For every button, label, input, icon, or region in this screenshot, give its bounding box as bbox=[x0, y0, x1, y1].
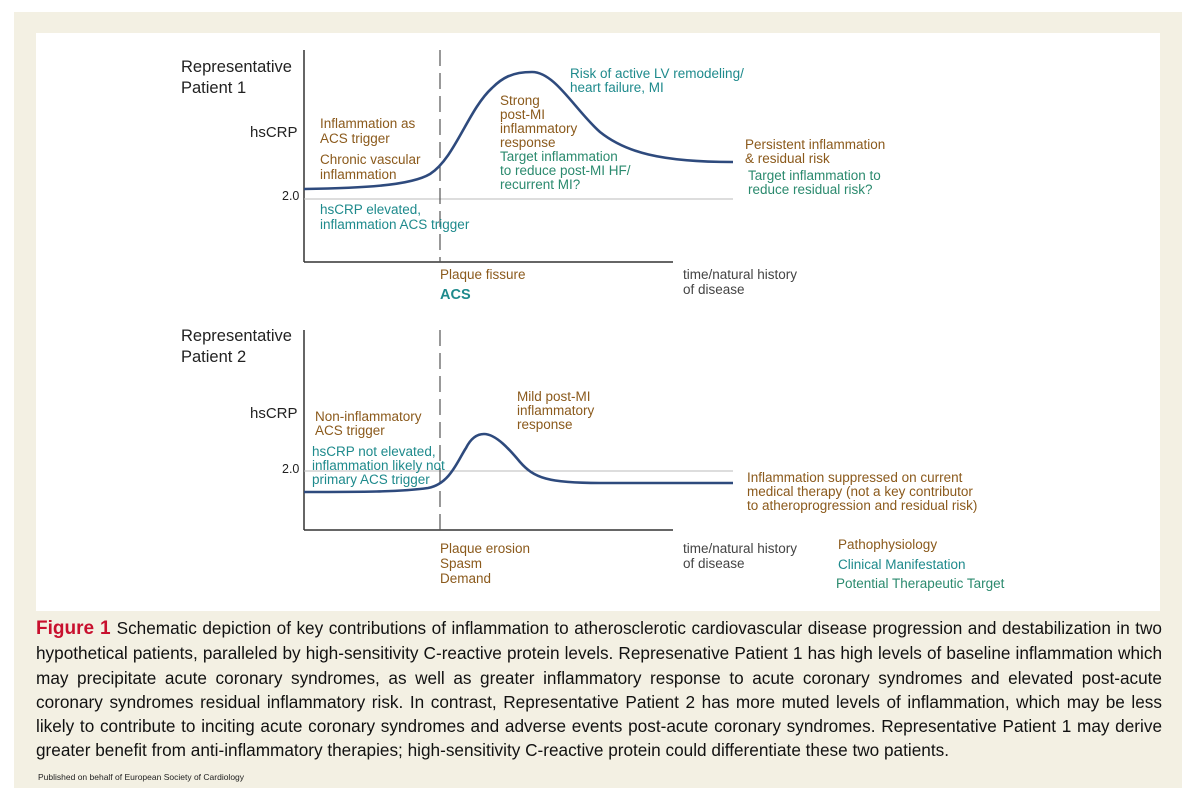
patient1-persistent-green: Target inflammation to reduce residual risk? bbox=[748, 168, 881, 197]
patient2-event-brown: Plaque erosion Spasm Demand bbox=[440, 541, 531, 586]
patient2-threshold-label: 2.0 bbox=[282, 462, 300, 476]
patient2-suppressed-brown: Inflammation suppressed on current medical therapy (not a key contributor to atheroprogression and residual risk) bbox=[747, 470, 978, 513]
patient1-event-brown: Plaque fissure bbox=[440, 267, 526, 282]
patient2-peak-brown: Mild post-MI inflammatory response bbox=[517, 389, 595, 432]
patient1-xlabel: time/natural history of disease bbox=[683, 267, 798, 297]
patient1-title: Representative Patient 1 bbox=[181, 58, 292, 97]
patient1-peak-brown: Strong post-MI inflammatory response bbox=[500, 93, 578, 150]
patient2-title: Representative Patient 2 bbox=[181, 327, 292, 366]
caption-label: Figure 1 bbox=[36, 618, 111, 639]
publisher-note: Published on behalf of European Society of Cardiology bbox=[38, 772, 245, 782]
legend-therapeutic-target: Potential Therapeutic Target bbox=[836, 576, 1005, 591]
patient1-persistent-brown: Persistent inflammation & residual risk bbox=[745, 137, 886, 166]
patient2-trigger-brown: Non-inflammatory ACS trigger bbox=[315, 409, 422, 438]
caption-text: Schematic depiction of key contributions of inflammation to atherosclerotic cardiovascular disease progression and destabilization in two hypothetical patients, paralleled by high-sensitivity C-reactive protein levels. Represenative Patient 1 has high levels of baseline inflammation which may precipitate acute coronary syndromes, as well as greater inflammatory response to acute coronary syndromes and elevated post-acute coronary syndromes residual inflammatory risk. In contrast, Representative Patient 2 has more muted levels of inflammation, which may be less likely to contribute to inciting acute coronary syndromes and adverse events post-acute coronary syndromes. Representative Patient 1 may derive greater benefit from anti-inflammatory therapies; high-sensitivity C-reactive protein could differentiate these two patients. bbox=[36, 618, 1162, 761]
patient1-risk-teal: Risk of active LV remodeling/ heart failure, MI bbox=[570, 66, 744, 95]
patient2-ylabel: hsCRP bbox=[250, 405, 298, 422]
patient1-peak-green: Target inflammation to reduce post-MI HF/ recurrent MI? bbox=[500, 149, 631, 192]
patient1-chart bbox=[181, 50, 889, 303]
patient1-ylabel: hsCRP bbox=[250, 124, 298, 141]
patient1-event-teal: ACS bbox=[440, 287, 471, 303]
patient1-trigger-teal: hsCRP elevated, inflammation ACS trigger bbox=[320, 202, 470, 232]
patient1-threshold-label: 2.0 bbox=[282, 189, 300, 203]
patient2-trigger-teal: hsCRP not elevated, inflammation likely not primary ACS trigger bbox=[312, 444, 445, 487]
legend-pathophysiology: Pathophysiology bbox=[838, 537, 938, 552]
legend-clinical-manifestation: Clinical Manifestation bbox=[838, 557, 966, 572]
figure-caption bbox=[36, 616, 1162, 763]
legend bbox=[836, 537, 1005, 591]
patient1-trigger-brown: Inflammation as ACS trigger Chronic vascular inflammation bbox=[320, 116, 421, 182]
patient2-xlabel: time/natural history of disease bbox=[683, 541, 798, 571]
